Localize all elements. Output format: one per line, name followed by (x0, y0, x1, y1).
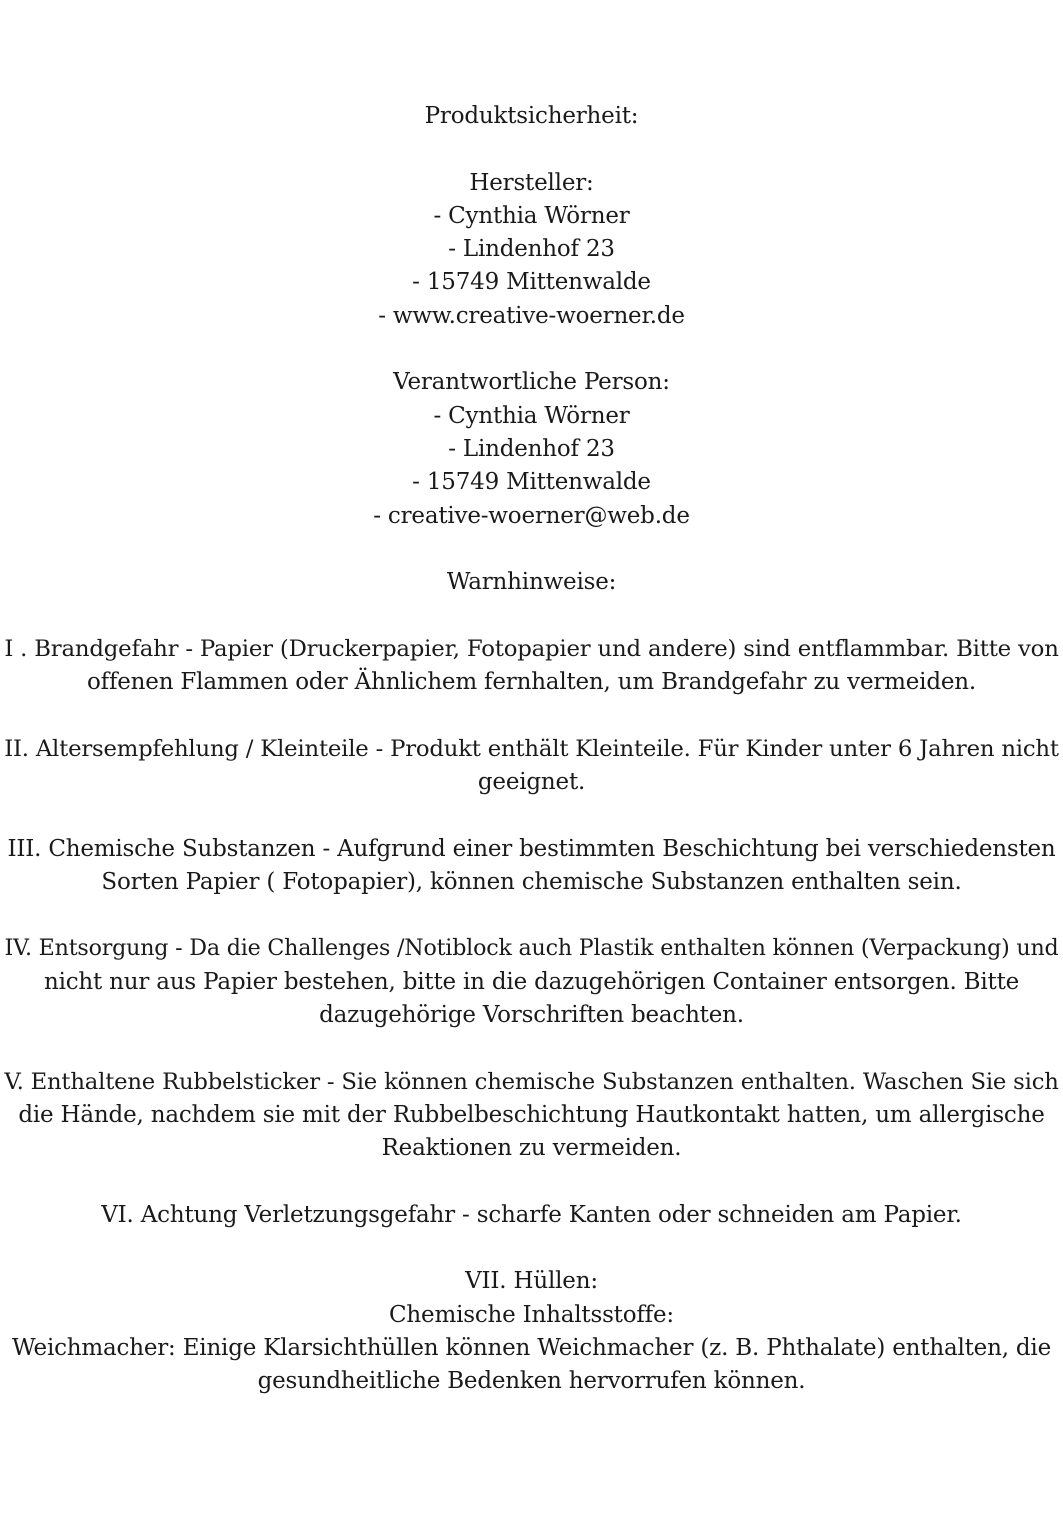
responsible-person-street: - Lindenhof 23 (448, 435, 615, 462)
manufacturer-website: - www.creative-woerner.de (378, 302, 685, 329)
responsible-person-label: Verantwortliche Person: (393, 369, 670, 396)
responsible-person-email: - creative-woerner@web.de (373, 502, 690, 529)
warning-item-injury (0, 1199, 1063, 1232)
manufacturer-city: - 15749 Mittenwalde (412, 269, 651, 296)
spacer (0, 799, 1063, 832)
spacer (0, 899, 1063, 932)
warnings-label: Warnhinweise: (446, 569, 617, 596)
warning-line: dazugehörige Vorschriften beachten. (319, 1002, 744, 1029)
warning-line: gesundheitliche Bedenken hervorrufen können. (257, 1368, 806, 1395)
manufacturer-label: Hersteller: (469, 169, 594, 196)
warning-line: II. Altersempfehlung / Kleinteile - Produkt enthält Kleinteile. Für Kinder unter 6 Jahren nicht (4, 735, 1059, 762)
warning-line: III. Chemische Substanzen - Aufgrund einer bestimmten Beschichtung bei verschiedensten (7, 835, 1056, 862)
page-heading: Produktsicherheit: (424, 103, 639, 129)
warning-item-disposal (0, 932, 1063, 1032)
spacer (0, 133, 1063, 166)
warning-line: geeignet. (477, 768, 586, 795)
spacer (0, 1166, 1063, 1199)
spacer (0, 333, 1063, 366)
warning-line: VI. Achtung Verletzungsgefahr - scharfe Kanten oder schneiden am Papier. (101, 1201, 962, 1228)
spacer (0, 699, 1063, 732)
responsible-person-section (0, 366, 1063, 532)
spacer (0, 1032, 1063, 1065)
warning-line: Sorten Papier ( Fotopapier), können chemische Substanzen enthalten sein. (101, 868, 962, 895)
warning-line: I . Brandgefahr - Papier (Druckerpapier, Fotopapier und andere) sind entflammbar. Bitte von (4, 635, 1059, 662)
manufacturer-name: - Cynthia Wörner (433, 202, 630, 229)
warning-line: Weichmacher: Einige Klarsichthüllen können Weichmacher (z. B. Phthalate) enthalten, die (11, 1334, 1052, 1361)
warning-line: die Hände, nachdem sie mit der Rubbelbeschichtung Hautkontakt hatten, um allergische (18, 1101, 1045, 1128)
spacer (0, 533, 1063, 566)
warning-line: nicht nur aus Papier bestehen, bitte in die dazugehörigen Container entsorgen. Bitte (43, 968, 1020, 995)
warning-line: offenen Flammen oder Ähnlichem fernhalten, um Brandgefahr zu vermeiden. (86, 669, 976, 696)
warning-line: VII. Hüllen: (465, 1268, 598, 1295)
warning-item-scratch-stickers (0, 1066, 1063, 1166)
warning-line: V. Enthaltene Rubbelsticker - Sie können chemische Substanzen enthalten. Waschen Sie sich (4, 1068, 1059, 1095)
responsible-person-city: - 15749 Mittenwalde (412, 469, 651, 496)
manufacturer-street: - Lindenhof 23 (448, 236, 615, 263)
warning-line: Reaktionen zu vermeiden. (381, 1135, 682, 1162)
spacer (0, 599, 1063, 632)
manufacturer-section (0, 167, 1063, 333)
product-safety-document (0, 100, 1063, 1399)
warning-item-fire (0, 633, 1063, 700)
warning-line: Chemische Inhaltsstoffe: (389, 1301, 674, 1328)
responsible-person-name: - Cynthia Wörner (433, 402, 630, 429)
warning-item-chemicals (0, 833, 1063, 900)
spacer (0, 1232, 1063, 1265)
warning-item-small-parts (0, 733, 1063, 800)
warning-line: IV. Entsorgung - Da die Challenges /Notiblock auch Plastik enthalten können (Verpackung) und (4, 935, 1059, 962)
warning-item-sleeves (0, 1265, 1063, 1398)
